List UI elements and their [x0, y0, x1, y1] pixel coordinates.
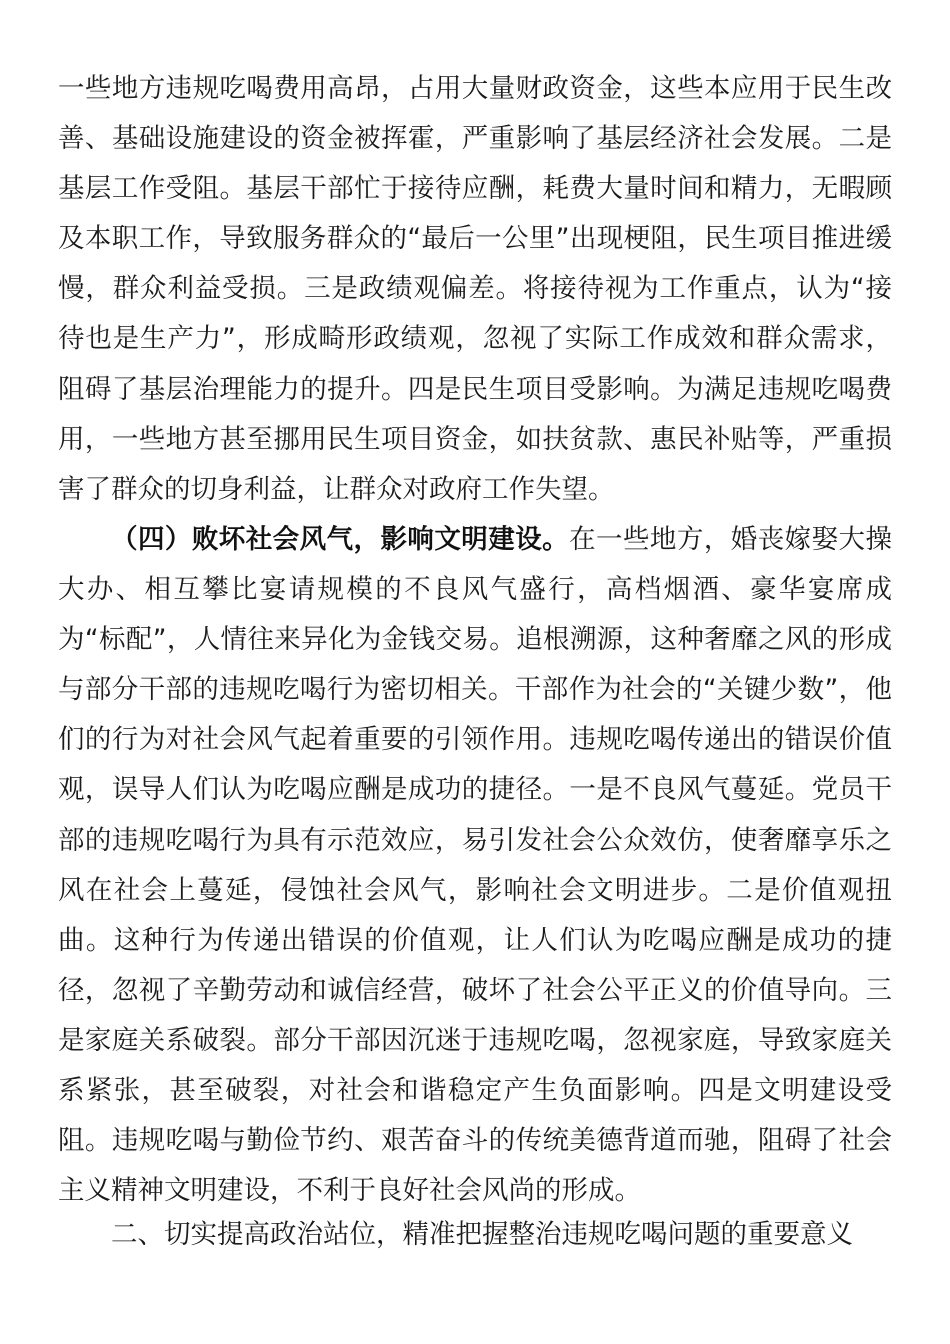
- subsection-body: 在一些地方，婚丧嫁娶大操大办、相互攀比宴请规模的不良风气盛行，高档烟酒、豪华宴席成为“标配”，人情往来异化为金钱交易。追根溯源，这种奢靡之风的形成与部分干部的违规吃喝行为密切相关。干部作为社会的“关键少数”，他们的行为对社会风气起着重要的引领作用。违规吃喝传递出的错误价值观，误导人们认为吃喝应酬是成功的捷径。一是不良风气蔓延。党员干部的违规吃喝行为具有示范效应，易引发社会公众效仿，使奢靡享乐之风在社会上蔓延，侵蚀社会风气，影响社会文明进步。二是价值观扭曲。这种行为传递出错误的价值观，让人们认为吃喝应酬是成功的捷径，忽视了辛勤劳动和诚信经营，破坏了社会公平正义的价值导向。三是家庭关系破裂。部分干部因沉迷于违规吃喝，忽视家庭，导致家庭关系紧张，甚至破裂，对社会和谐稳定产生负面影响。四是文明建设受阻。违规吃喝与勤俭节约、艰苦奋斗的传统美德背道而驰，阻碍了社会主义精神文明建设，不利于良好社会风尚的形成。: [58, 524, 893, 1207]
- subsection-heading: （四）败坏社会风气，影响文明建设。: [111, 524, 570, 555]
- subsection-paragraph: [58, 515, 892, 1216]
- section-heading: 二、切实提高政治站位，精准把握整治违规吃喝问题的重要意义: [111, 1219, 853, 1250]
- body-paragraph: 一些地方违规吃喝费用高昂，占用大量财政资金，这些本应用于民生改善、基础设施建设的资金被挥霍，严重影响了基层经济社会发展。二是基层工作受阻。基层干部忙于接待应酬，耗费大量时间和精力，无暇顾及本职工作，导致服务群众的“最后一公里”出现梗阻，民生项目推进缓慢，群众利益受损。三是政绩观偏差。将接待视为工作重点，认为“接待也是生产力”，形成畸形政绩观，忽视了实际工作成效和群众需求，阻碍了基层治理能力的提升。四是民生项目受影响。为满足违规吃喝费用，一些地方甚至挪用民生项目资金，如扶贫款、惠民补贴等，严重损害了群众的切身利益，让群众对政府工作失望。: [58, 73, 892, 505]
